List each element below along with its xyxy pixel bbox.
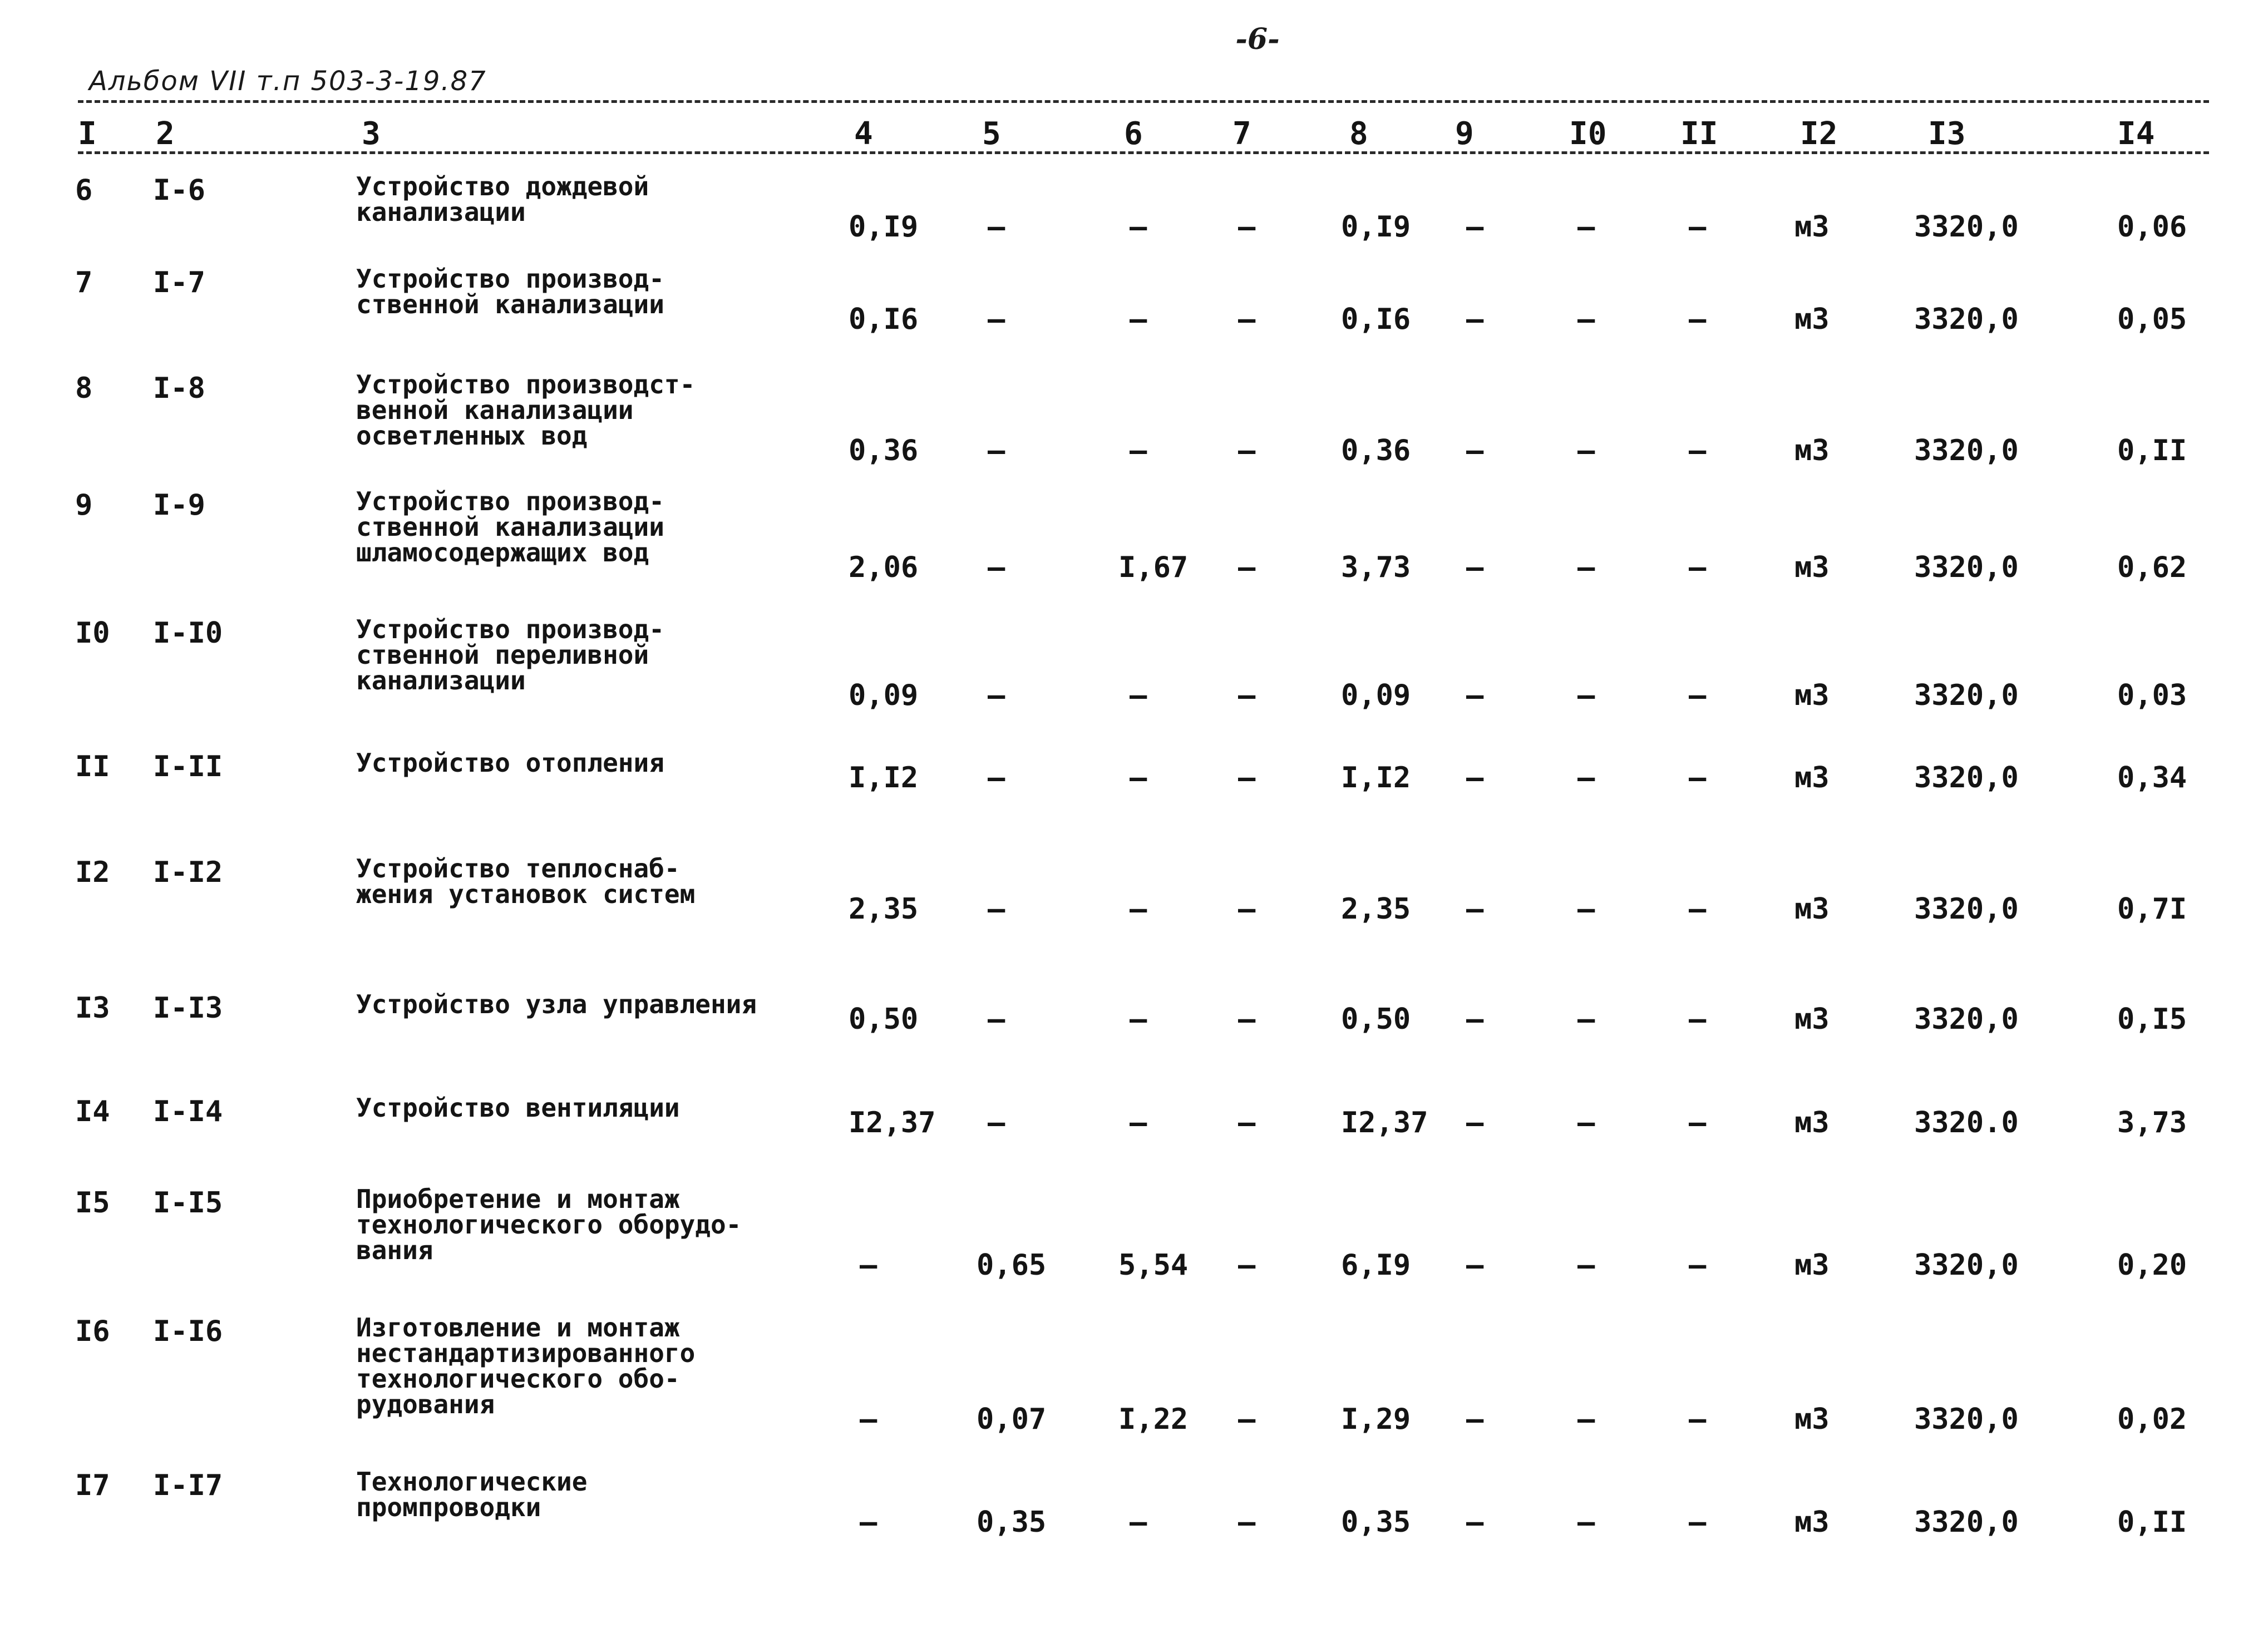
cell-c13: 3320,0 [1914, 892, 2019, 926]
row-number: 6 [75, 174, 93, 207]
column-header-11: II [1680, 116, 1718, 152]
cell-c4: – [860, 1506, 877, 1539]
description-line: шламосодержащих вод [356, 537, 649, 568]
column-header-3: 3 [362, 116, 381, 152]
cell-c10: – [1577, 1506, 1595, 1539]
cell-c5: 0,35 [977, 1506, 1047, 1539]
cell-c9: – [1466, 303, 1484, 336]
row-code: I-I2 [153, 856, 223, 889]
cell-c8: I,I2 [1341, 761, 1411, 795]
cell-c6: 5,54 [1118, 1249, 1189, 1282]
cell-c6: – [1130, 1106, 1147, 1139]
cell-c7: – [1238, 892, 1256, 926]
cell-c4: I,I2 [849, 761, 919, 795]
column-header-12: I2 [1800, 116, 1838, 152]
description-line: ственной канализации [356, 289, 664, 319]
cell-c10: – [1577, 761, 1595, 795]
cell-c6: I,22 [1118, 1403, 1189, 1436]
page-number: -6- [1235, 22, 1280, 56]
cell-c8: 0,I6 [1341, 303, 1411, 336]
cell-c6: – [1130, 892, 1147, 926]
cell-c7: – [1238, 551, 1256, 584]
cell-c8: 6,I9 [1341, 1249, 1411, 1282]
cell-c4: 0,50 [849, 1003, 919, 1036]
cell-c8: 0,50 [1341, 1003, 1411, 1036]
row-code: I-7 [153, 266, 205, 299]
cell-c11: – [1689, 1506, 1707, 1539]
description-line: Устройство вентиляции [356, 1093, 680, 1123]
description-line: вания [356, 1235, 433, 1265]
description-line: канализации [356, 197, 526, 227]
description-line: Устройство теплоснаб- [356, 853, 680, 884]
cell-unit: м3 [1794, 1003, 1830, 1036]
cell-c7: – [1238, 1003, 1256, 1036]
cell-c13: 3320,0 [1914, 434, 2019, 467]
description-line: технологического обо- [356, 1364, 680, 1394]
cell-c7: – [1238, 1403, 1256, 1436]
row-description [356, 750, 801, 776]
cell-c11: – [1689, 1106, 1707, 1139]
description-line: ственной канализации [356, 512, 664, 542]
cell-c5: – [988, 434, 1005, 467]
column-header-9: 9 [1455, 116, 1474, 152]
row-code: I-I4 [153, 1095, 223, 1128]
cell-c14: 0,02 [2117, 1403, 2187, 1436]
row-description [356, 1095, 801, 1121]
cell-c11: – [1689, 1249, 1707, 1282]
cell-c7: – [1238, 434, 1256, 467]
row-number: I6 [75, 1315, 110, 1348]
cell-unit: м3 [1794, 551, 1830, 584]
cell-c9: – [1466, 1106, 1484, 1139]
cell-c14: 0,03 [2117, 679, 2187, 712]
row-description [356, 266, 801, 317]
cell-unit: м3 [1794, 892, 1830, 926]
row-description [356, 1469, 801, 1520]
cell-c4: 0,I9 [849, 210, 919, 244]
cell-c14: 0,62 [2117, 551, 2187, 584]
row-number: II [75, 750, 110, 783]
column-header-6: 6 [1124, 116, 1143, 152]
cell-c9: – [1466, 434, 1484, 467]
cell-c4: 2,06 [849, 551, 919, 584]
row-number: 7 [75, 266, 93, 299]
row-code: I-I5 [153, 1186, 223, 1220]
description-line: рудования [356, 1389, 495, 1419]
cell-c9: – [1466, 679, 1484, 712]
cell-c11: – [1689, 761, 1707, 795]
column-header-13: I3 [1928, 116, 1966, 152]
cell-unit: м3 [1794, 679, 1830, 712]
cell-c10: – [1577, 679, 1595, 712]
cell-c11: – [1689, 1003, 1707, 1036]
row-number: I5 [75, 1186, 110, 1220]
cell-c8: 0,I9 [1341, 210, 1411, 244]
description-line: Устройство отопления [356, 748, 664, 778]
cell-c7: – [1238, 1249, 1256, 1282]
cell-c8: 2,35 [1341, 892, 1411, 926]
cell-c11: – [1689, 892, 1707, 926]
cell-c5: – [988, 210, 1005, 244]
cell-c14: 0,34 [2117, 761, 2187, 795]
row-description [356, 1186, 801, 1263]
header-bottom-dashed-rule [78, 151, 2209, 154]
cell-c9: – [1466, 210, 1484, 244]
cell-c14: 0,7I [2117, 892, 2187, 926]
cell-c11: – [1689, 434, 1707, 467]
column-header-1: I [78, 116, 97, 152]
cell-c13: 3320,0 [1914, 1249, 2019, 1282]
cell-c5: – [988, 1003, 1005, 1036]
row-number: I4 [75, 1095, 110, 1128]
description-line: Устройство дождевой [356, 171, 649, 201]
cell-c13: 3320,0 [1914, 303, 2019, 336]
cell-c13: 3320,0 [1914, 551, 2019, 584]
description-line: нестандартизированного [356, 1338, 696, 1368]
description-line: Устройство узла управления [356, 989, 757, 1019]
column-header-7: 7 [1232, 116, 1251, 152]
cell-c7: – [1238, 1506, 1256, 1539]
cell-c13: 3320,0 [1914, 210, 2019, 244]
cell-c6: – [1130, 761, 1147, 795]
cell-c8: I,29 [1341, 1403, 1411, 1436]
cell-c14: 0,05 [2117, 303, 2187, 336]
cell-unit: м3 [1794, 210, 1830, 244]
row-description [356, 616, 801, 693]
cell-c9: – [1466, 761, 1484, 795]
cell-c14: 3,73 [2117, 1106, 2187, 1139]
cell-c5: – [988, 303, 1005, 336]
column-header-10: I0 [1569, 116, 1607, 152]
cell-c8: 0,35 [1341, 1506, 1411, 1539]
row-number: 8 [75, 372, 93, 405]
cell-unit: м3 [1794, 1106, 1830, 1139]
cell-c11: – [1689, 551, 1707, 584]
cell-c4: – [860, 1403, 877, 1436]
row-code: I-I0 [153, 616, 223, 650]
cell-c10: – [1577, 892, 1595, 926]
cell-unit: м3 [1794, 1506, 1830, 1539]
album-reference: Альбом VII т.п 503-3-19.87 [89, 66, 487, 97]
cell-c11: – [1689, 1403, 1707, 1436]
description-line: ственной переливной [356, 640, 649, 670]
cell-unit: м3 [1794, 1403, 1830, 1436]
row-description [356, 369, 801, 451]
cell-c7: – [1238, 303, 1256, 336]
cell-c14: 0,20 [2117, 1249, 2187, 1282]
description-line: канализации [356, 665, 526, 695]
cell-c6: – [1130, 434, 1147, 467]
cell-c8: 0,36 [1341, 434, 1411, 467]
cell-c13: 3320,0 [1914, 1506, 2019, 1539]
header-top-dashed-rule [78, 100, 2209, 103]
description-line: жения установок систем [356, 879, 696, 909]
cell-c8: 0,09 [1341, 679, 1411, 712]
cell-c4: – [860, 1249, 877, 1282]
cell-c4: 2,35 [849, 892, 919, 926]
row-code: I-I6 [153, 1315, 223, 1348]
row-number: I3 [75, 991, 110, 1025]
cell-c8: 3,73 [1341, 551, 1411, 584]
description-line: осветленных вод [356, 421, 588, 451]
cell-c13: 3320,0 [1914, 761, 2019, 795]
cell-c5: – [988, 679, 1005, 712]
cell-c7: – [1238, 210, 1256, 244]
description-line: венной канализации [356, 395, 634, 425]
cell-c9: – [1466, 1003, 1484, 1036]
row-description [356, 171, 801, 227]
row-code: I-8 [153, 372, 205, 405]
cell-c8: I2,37 [1341, 1106, 1428, 1139]
row-code: I-I3 [153, 991, 223, 1025]
cell-unit: м3 [1794, 761, 1830, 795]
cell-c14: 0,06 [2117, 210, 2187, 244]
cell-c6: – [1130, 303, 1147, 336]
cell-unit: м3 [1794, 1249, 1830, 1282]
cell-c9: – [1466, 1249, 1484, 1282]
description-line: Устройство производст- [356, 369, 696, 399]
cell-c5: – [988, 1106, 1005, 1139]
cell-c6: – [1130, 1003, 1147, 1036]
description-line: Технологические [356, 1467, 588, 1497]
cell-c13: 3320.0 [1914, 1106, 2019, 1139]
cell-unit: м3 [1794, 434, 1830, 467]
row-code: I-II [153, 750, 223, 783]
cell-c6: – [1130, 210, 1147, 244]
cell-unit: м3 [1794, 303, 1830, 336]
cell-c6: I,67 [1118, 551, 1189, 584]
cell-c11: – [1689, 679, 1707, 712]
row-description [356, 486, 801, 568]
cell-c7: – [1238, 761, 1256, 795]
cell-c10: – [1577, 303, 1595, 336]
row-number: I0 [75, 616, 110, 650]
cell-c14: 0,II [2117, 1506, 2187, 1539]
row-description [356, 1315, 801, 1417]
cell-c5: – [988, 892, 1005, 926]
cell-c5: 0,07 [977, 1403, 1047, 1436]
cell-c7: – [1238, 1106, 1256, 1139]
cell-c4: 0,36 [849, 434, 919, 467]
cell-c9: – [1466, 1403, 1484, 1436]
row-code: I-I7 [153, 1469, 223, 1502]
description-line: промпроводки [356, 1492, 541, 1522]
cell-c14: 0,I5 [2117, 1003, 2187, 1036]
column-header-4: 4 [854, 116, 873, 152]
cell-c10: – [1577, 434, 1595, 467]
cell-c9: – [1466, 892, 1484, 926]
cell-c14: 0,II [2117, 434, 2187, 467]
description-line: Устройство производ- [356, 614, 664, 644]
cell-c13: 3320,0 [1914, 1403, 2019, 1436]
cell-c10: – [1577, 1003, 1595, 1036]
cell-c4: 0,I6 [849, 303, 919, 336]
row-number: 9 [75, 489, 93, 522]
row-description [356, 853, 801, 909]
column-header-14: I4 [2117, 116, 2155, 152]
cell-c10: – [1577, 1249, 1595, 1282]
cell-c11: – [1689, 303, 1707, 336]
cell-c10: – [1577, 1403, 1595, 1436]
cell-c10: – [1577, 551, 1595, 584]
cell-c9: – [1466, 551, 1484, 584]
cell-c9: – [1466, 1506, 1484, 1539]
description-line: Устройство производ- [356, 264, 664, 294]
cell-c4: 0,09 [849, 679, 919, 712]
cell-c11: – [1689, 210, 1707, 244]
column-header-2: 2 [156, 116, 175, 152]
row-code: I-9 [153, 489, 205, 522]
row-code: I-6 [153, 174, 205, 207]
cell-c5: 0,65 [977, 1249, 1047, 1282]
cell-c13: 3320,0 [1914, 679, 2019, 712]
cell-c4: I2,37 [849, 1106, 936, 1139]
cell-c10: – [1577, 1106, 1595, 1139]
row-number: I2 [75, 856, 110, 889]
cell-c6: – [1130, 1506, 1147, 1539]
cell-c6: – [1130, 679, 1147, 712]
cell-c10: – [1577, 210, 1595, 244]
cell-c5: – [988, 761, 1005, 795]
column-header-8: 8 [1349, 116, 1368, 152]
description-line: Приобретение и монтаж [356, 1184, 680, 1214]
column-header-5: 5 [982, 116, 1001, 152]
cell-c13: 3320,0 [1914, 1003, 2019, 1036]
description-line: технологического оборудо- [356, 1210, 742, 1240]
cell-c7: – [1238, 679, 1256, 712]
description-line: Устройство производ- [356, 486, 664, 516]
description-line: Изготовление и монтаж [356, 1313, 680, 1343]
row-number: I7 [75, 1469, 110, 1502]
cell-c5: – [988, 551, 1005, 584]
row-description [356, 991, 801, 1017]
